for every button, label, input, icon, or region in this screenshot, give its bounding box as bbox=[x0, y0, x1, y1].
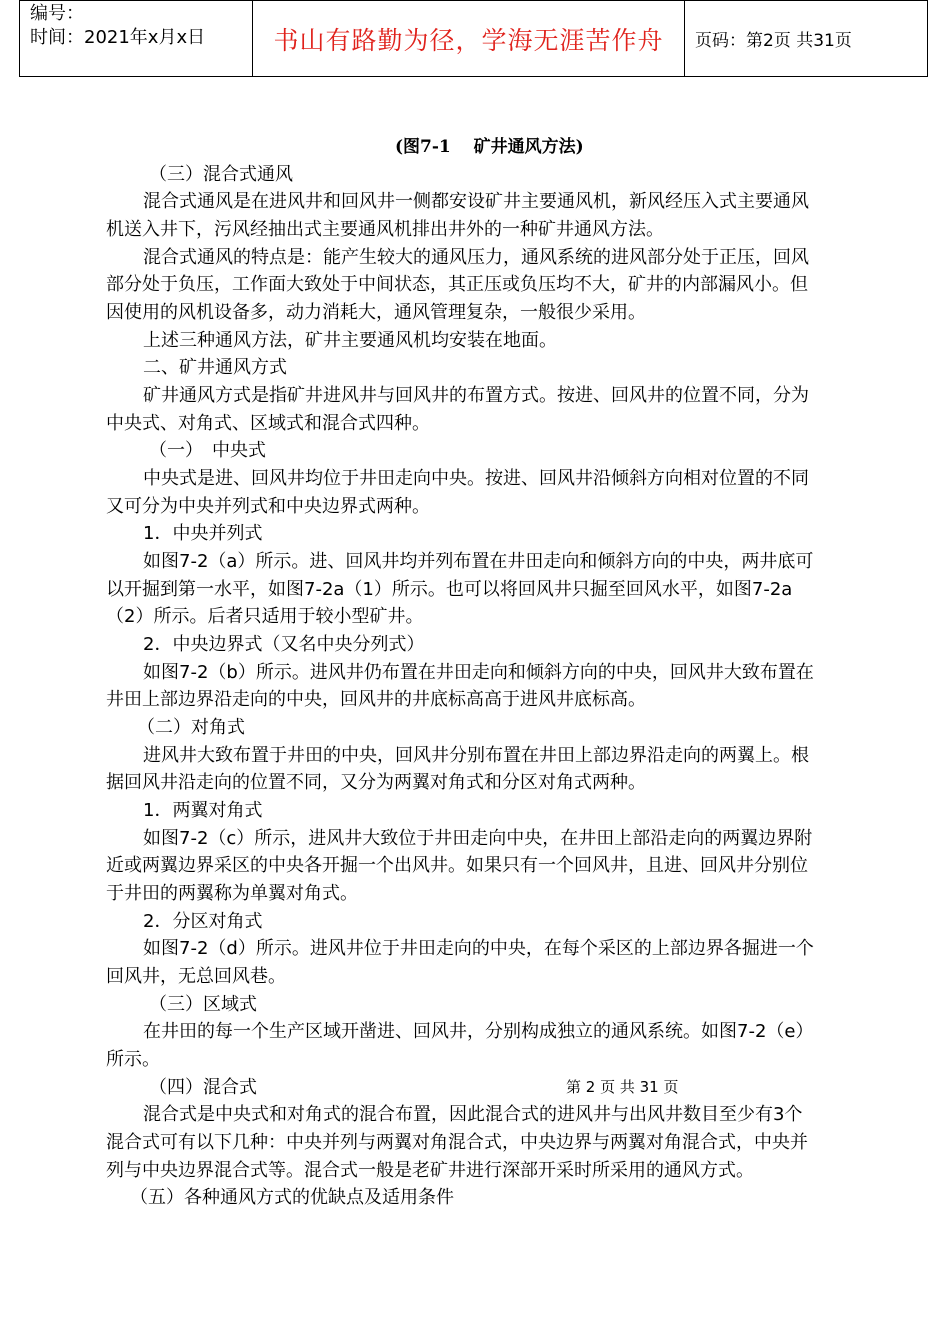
text-line: 中央式是进、回风井均位于井田走向中央。按进、回风井沿倾斜方向相对位置的不同 bbox=[143, 468, 809, 489]
text-line: 2．分区对角式 bbox=[143, 911, 263, 932]
text-line: （二）对角式 bbox=[137, 717, 245, 738]
text-line: （2）所示。后者只适用于较小型矿井。 bbox=[106, 606, 424, 627]
text-line: 机送入井下，污风经抽出式主要通风机排出井外的一种矿井通风方法。 bbox=[106, 219, 664, 240]
number-label: 编号： bbox=[30, 3, 84, 24]
header-slogan-cell bbox=[253, 1, 685, 76]
text-line: 中央式、对角式、区域式和混合式四种。 bbox=[106, 413, 430, 434]
text-line: 1．两翼对角式 bbox=[143, 800, 263, 821]
header-table bbox=[19, 0, 928, 77]
header-page-cell bbox=[685, 1, 927, 76]
text-line: 近或两翼边界采区的中央各开掘一个出风井。如果只有一个回风井，且进、回风井分别位 bbox=[106, 855, 808, 876]
page-number-footer: 第 2 页 共 31 页 bbox=[566, 1078, 679, 1096]
text-line: 回风井，无总回风巷。 bbox=[106, 966, 286, 987]
text-line: 2．中央边界式（又名中央分列式） bbox=[143, 634, 425, 655]
text-line: 如图7-2（b）所示。进风井仍布置在井田走向和倾斜方向的中央，回风井大致布置在 bbox=[143, 662, 814, 683]
text-line: 混合式可有以下几种：中央并列与两翼对角混合式，中央边界与两翼对角混合式，中央并 bbox=[106, 1132, 808, 1153]
time-label: 时间：2021年x月x日 bbox=[30, 27, 206, 48]
text-line: 列与中央边界混合式等。混合式一般是老矿井进行深部开采时所采用的通风方式。 bbox=[106, 1160, 754, 1181]
text-line: 二、矿井通风方式 bbox=[143, 357, 287, 378]
text-line: 混合式是中央式和对角式的混合布置，因此混合式的进风井与出风井数目至少有3个 bbox=[143, 1104, 803, 1125]
text-line: 以开掘到第一水平，如图7-2a（1）所示。也可以将回风井只掘至回风水平，如图7-2a bbox=[106, 579, 793, 600]
slogan: 书山有路勤为径，学海无涯苦作舟 bbox=[273, 25, 664, 55]
figure-caption: (图7-1 矿井通风方法) bbox=[395, 137, 584, 157]
page-info: 页码：第2页 共31页 bbox=[695, 31, 852, 51]
header-meta-cell bbox=[20, 1, 253, 76]
text-line: 据回风井沿走向的位置不同，又分为两翼对角式和分区对角式两种。 bbox=[106, 772, 646, 793]
text-line: 井田上部边界沿走向的中央，回风井的井底标高高于进风井底标高。 bbox=[106, 689, 646, 710]
text-line: 上述三种通风方法，矿井主要通风机均安装在地面。 bbox=[143, 330, 557, 351]
text-line: 所示。 bbox=[106, 1049, 160, 1070]
text-line: （五）各种通风方式的优缺点及适用条件 bbox=[130, 1187, 454, 1208]
text-line: 如图7-2（c）所示，进风井大致位于井田走向中央，在井田上部沿走向的两翼边界附 bbox=[143, 828, 813, 849]
text-line: 如图7-2（d）所示。进风井位于井田走向的中央，在每个采区的上部边界各掘进一个 bbox=[143, 938, 814, 959]
text-line: 在井田的每一个生产区域开凿进、回风井，分别构成独立的通风系统。如图7-2（e） bbox=[143, 1021, 814, 1042]
text-line: 如图7-2（a）所示。进、回风井均并列布置在井田走向和倾斜方向的中央，两井底可 bbox=[143, 551, 814, 572]
text-line: （一） 中央式 bbox=[149, 440, 266, 461]
text-line: 进风井大致布置于井田的中央，回风井分别布置在井田上部边界沿走向的两翼上。根 bbox=[143, 745, 809, 766]
text-line: 1．中央并列式 bbox=[143, 523, 263, 544]
text-line: 矿井通风方式是指矿井进风井与回风井的布置方式。按进、回风井的位置不同，分为 bbox=[143, 385, 809, 406]
text-line: 部分处于负压，工作面大致处于中间状态，其正压或负压均不大，矿井的内部漏风小。但 bbox=[106, 274, 808, 295]
text-line: （四）混合式 bbox=[149, 1077, 257, 1098]
text-line: 因使用的风机设备多，动力消耗大，通风管理复杂，一般很少采用。 bbox=[106, 302, 646, 323]
text-line: 混合式通风的特点是：能产生较大的通风压力，通风系统的进风部分处于正压，回风 bbox=[143, 247, 809, 268]
text-line: 混合式通风是在进风井和回风井一侧都安设矿井主要通风机，新风经压入式主要通风 bbox=[143, 191, 809, 212]
text-line: 又可分为中央并列式和中央边界式两种。 bbox=[106, 496, 430, 517]
text-line: 于井田的两翼称为单翼对角式。 bbox=[106, 883, 358, 904]
text-line: （三）区域式 bbox=[149, 994, 257, 1015]
text-line: （三）混合式通风 bbox=[149, 164, 293, 185]
